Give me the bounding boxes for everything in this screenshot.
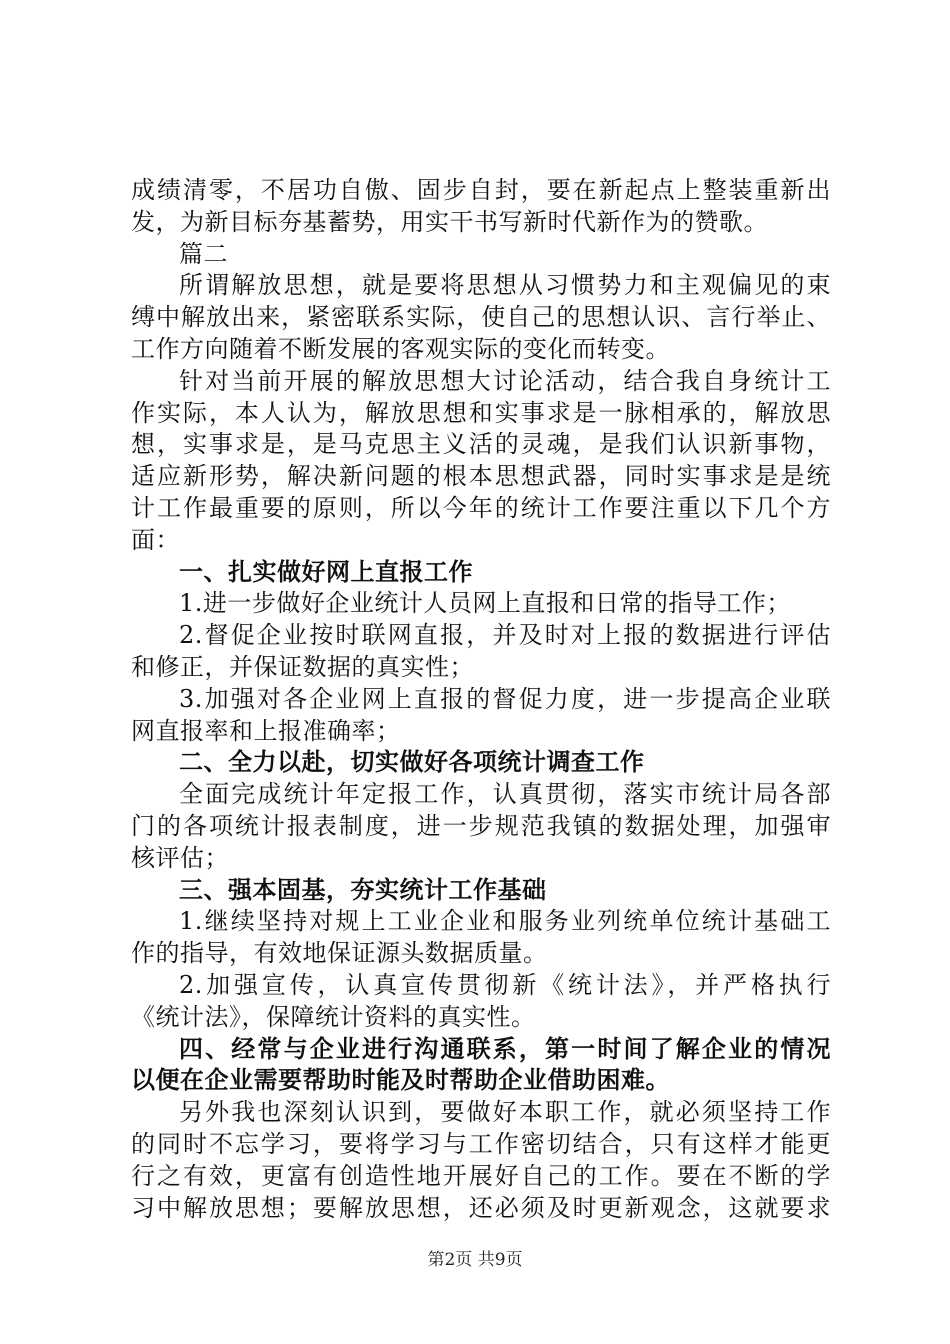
text-line: 的同时不忘学习，要将学习与工作密切结合，只有这样才能更 bbox=[131, 1129, 831, 1158]
text-line: 习中解放思想；要解放思想，还必须及时更新观念，这就要求 bbox=[131, 1193, 831, 1222]
text-line: 2.加强宣传，认真宣传贯彻新《统计法》，并严格执行 bbox=[179, 970, 831, 999]
text-line: 缚中解放出来，紧密联系实际，使自己的思想认识、言行举止、 bbox=[131, 303, 831, 332]
page-footer: 第2页 共9页 bbox=[427, 1250, 523, 1270]
text-line: 行之有效，更富有创造性地开展好自己的工作。要在不断的学 bbox=[131, 1161, 831, 1190]
text-line: 2.督促企业按时联网直报，并及时对上报的数据进行评估 bbox=[179, 621, 831, 650]
text-line: 网直报率和上报准确率； bbox=[131, 716, 401, 745]
text-line: 3.加强对各企业网上直报的督促力度，进一步提高企业联 bbox=[179, 684, 831, 713]
text-line: 针对当前开展的解放思想大讨论活动，结合我自身统计工 bbox=[179, 366, 831, 395]
text-line: 工作方向随着不断发展的客观实际的变化而转变。 bbox=[131, 334, 670, 363]
text-line: 1.进一步做好企业统计人员网上直报和日常的指导工作； bbox=[179, 589, 791, 618]
text-line: 和修正，并保证数据的真实性； bbox=[131, 652, 474, 681]
text-line: 计工作最重要的原则，所以今年的统计工作要注重以下几个方 bbox=[131, 493, 831, 522]
text-line: 全面完成统计年定报工作，认真贯彻，落实市统计局各部 bbox=[179, 780, 831, 809]
text-line: 面： bbox=[131, 525, 180, 554]
text-line: 发，为新目标夯基蓄势，用实干书写新时代新作为的赞歌。 bbox=[131, 207, 768, 236]
text-line: 成绩清零，不居功自傲、固步自封，要在新起点上整装重新出 bbox=[131, 176, 831, 204]
text-line: 作实际，本人认为，解放思想和实事求是一脉相承的，解放思 bbox=[131, 398, 831, 427]
text-line: 适应新形势，解决新问题的根本思想武器，同时实事求是是统 bbox=[131, 462, 831, 491]
text-line: 另外我也深刻认识到，要做好本职工作，就必须坚持工作 bbox=[179, 1098, 831, 1127]
text-line: 作的指导，有效地保证源头数据质量。 bbox=[131, 939, 548, 968]
section-heading: 四、经常与企业进行沟通联系，第一时间了解企业的情况 bbox=[179, 1034, 831, 1063]
document-body bbox=[131, 175, 831, 1224]
section-heading: 一、扎实做好网上直报工作 bbox=[179, 557, 473, 586]
section-heading: 二、全力以赴，切实做好各项统计调查工作 bbox=[179, 748, 645, 777]
text-line: 篇二 bbox=[179, 239, 228, 268]
text-line: 想，实事求是，是马克思主义活的灵魂，是我们认识新事物， bbox=[131, 430, 831, 459]
text-line: 核评估； bbox=[131, 843, 229, 872]
text-line: 1.继续坚持对规上工业企业和服务业列统单位统计基础工 bbox=[179, 907, 831, 936]
text-line: 所谓解放思想，就是要将思想从习惯势力和主观偏见的束 bbox=[179, 271, 831, 300]
section-heading: 三、强本固基，夯实统计工作基础 bbox=[179, 875, 547, 904]
text-line: 门的各项统计报表制度，进一步规范我镇的数据处理，加强审 bbox=[131, 811, 831, 840]
section-heading: 以便在企业需要帮助时能及时帮助企业借助困难。 bbox=[131, 1066, 670, 1095]
text-line: 《统计法》，保障统计资料的真实性。 bbox=[131, 1002, 536, 1031]
